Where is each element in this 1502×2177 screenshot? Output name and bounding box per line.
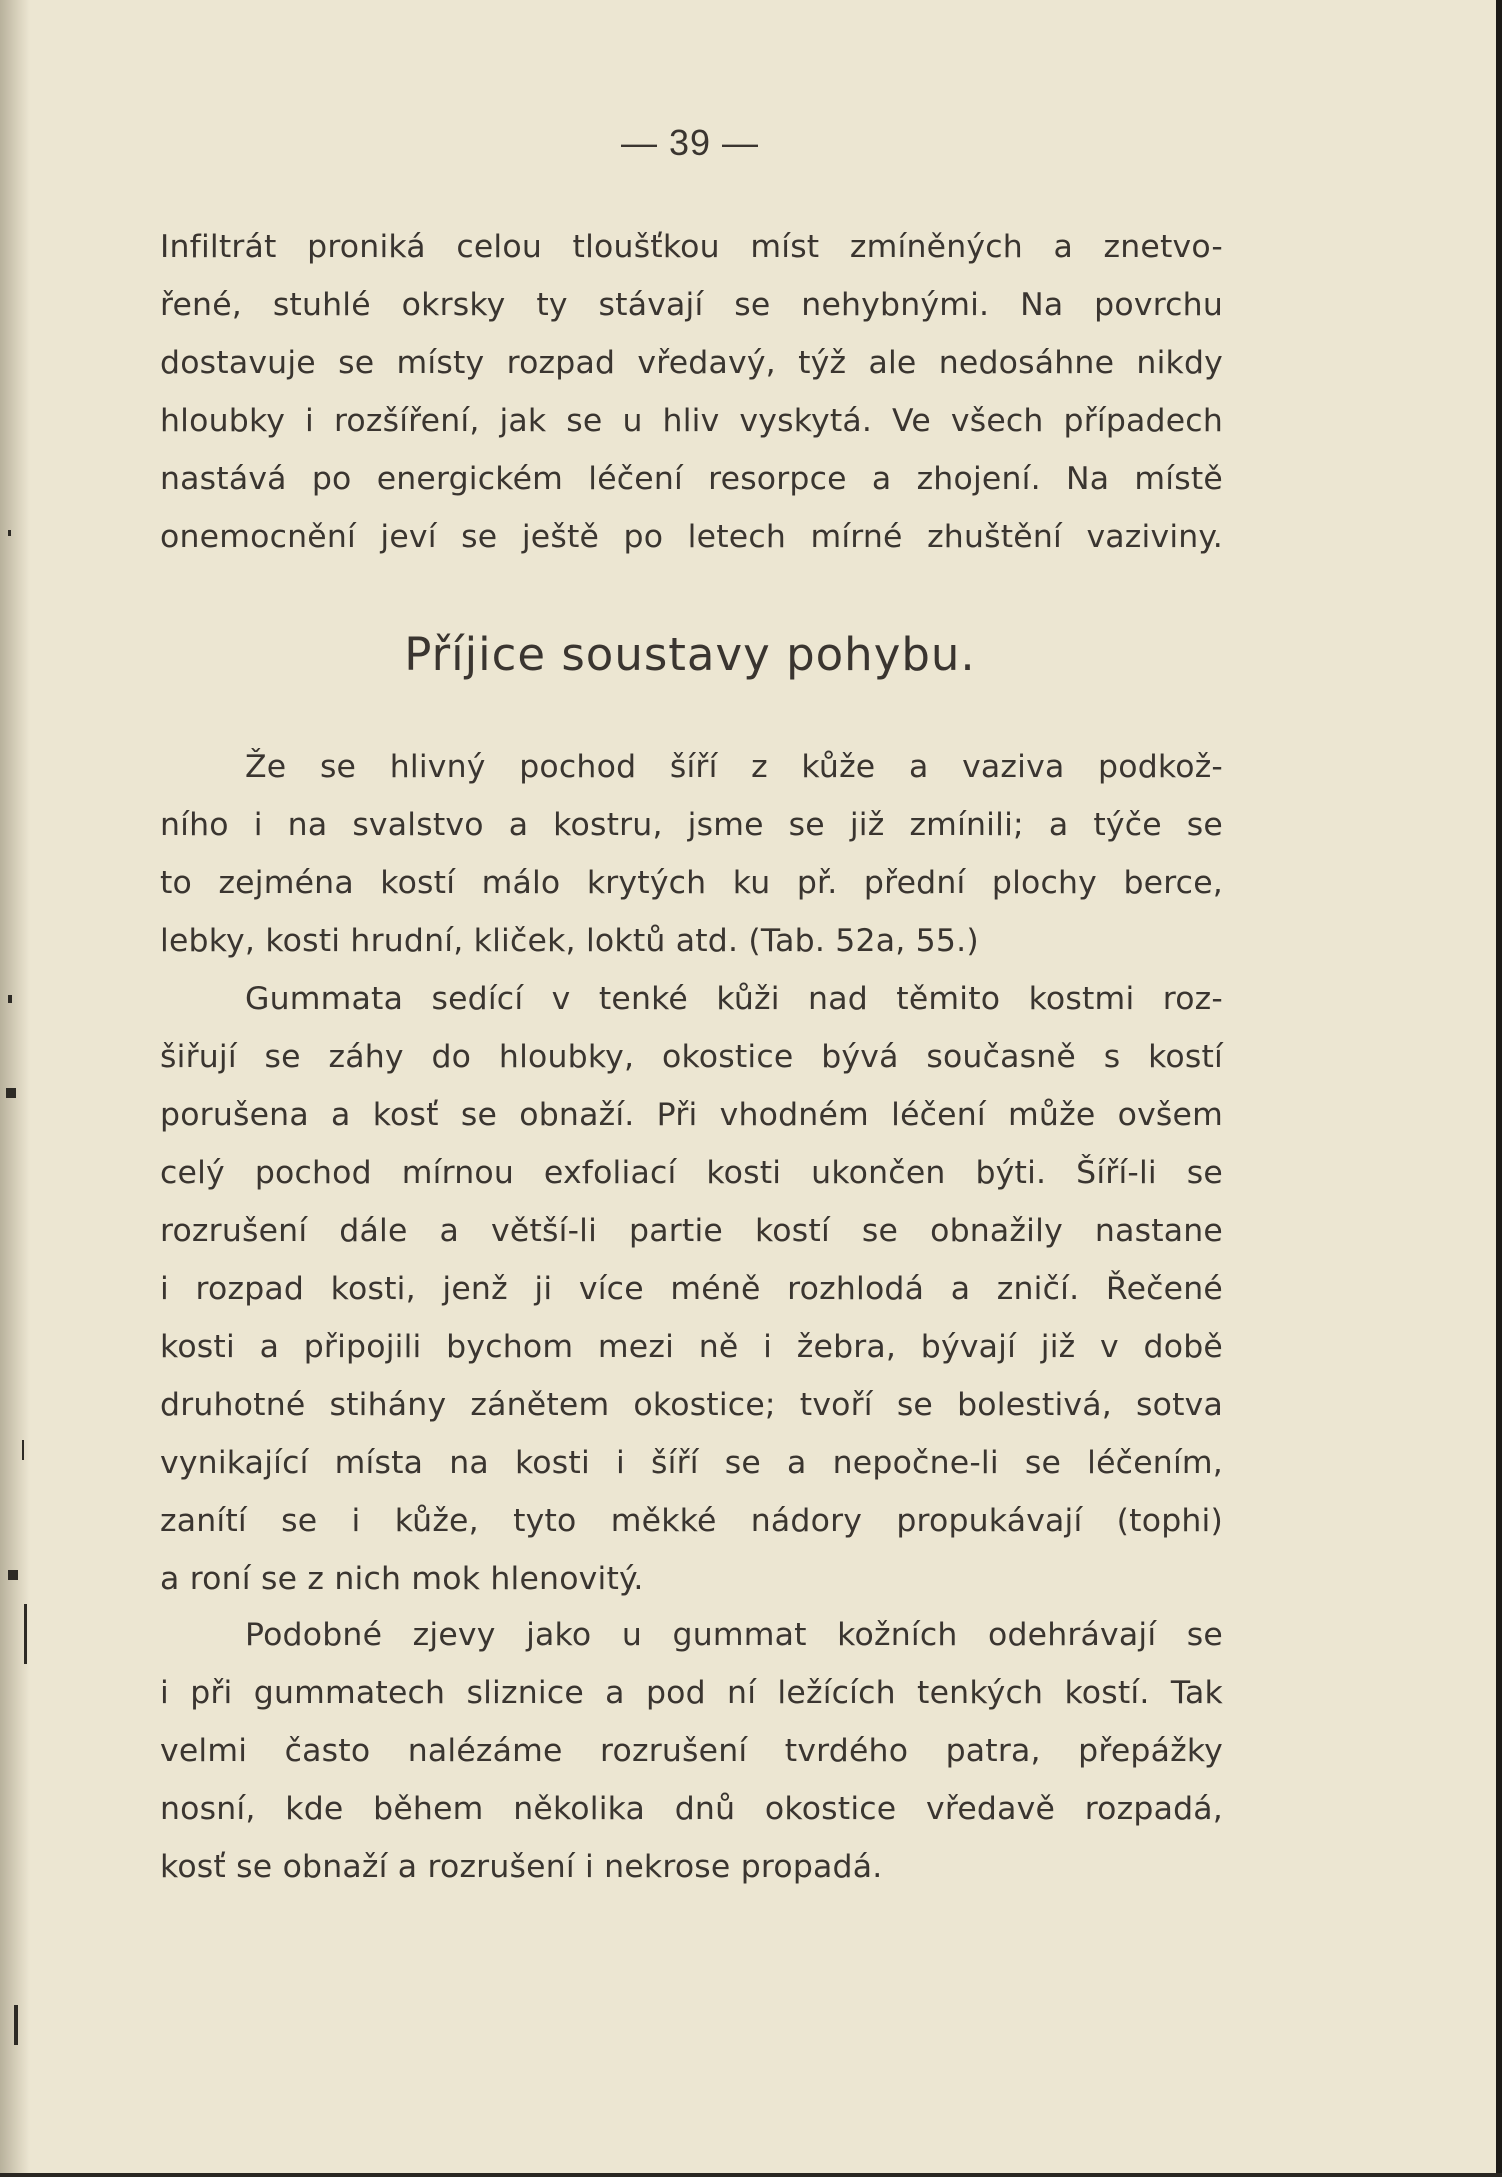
scan-border-bottom [0, 2173, 1502, 2177]
text-line: a roní se z nich mok hlenovitý. [160, 1561, 644, 1597]
text-line: kosť se obnaží a rozrušení i nekrose propadá. [160, 1849, 883, 1885]
scan-border-right [1496, 0, 1502, 2177]
paragraph-1 [160, 218, 1223, 566]
text-line: i při gummatech sliznice a pod ní ležících tenkých kostí. Tak [160, 1675, 1223, 1711]
gutter-mark [8, 995, 12, 1003]
text-line: nastává po energickém léčení resorpce a zhojení. Na místě [160, 461, 1223, 497]
gutter-mark [8, 530, 11, 536]
paragraph-2 [160, 738, 1223, 970]
paragraph-3 [160, 970, 1223, 1608]
text-line: dostavuje se místy rozpad vředavý, týž ale nedosáhne nikdy [160, 345, 1223, 381]
text-line: porušena a kosť se obnaží. Při vhodném léčení může ovšem [160, 1097, 1223, 1133]
text-line: Infiltrát proniká celou tloušťkou míst zmíněných a znetvo- [160, 229, 1223, 265]
text-line: šiřují se záhy do hloubky, okostice bývá současně s kostí [160, 1039, 1223, 1075]
text-line: druhotné stihány zánětem okostice; tvoří se bolestivá, sotva [160, 1387, 1223, 1423]
text-line: kosti a připojili bychom mezi ně i žebra, bývají již v době [160, 1329, 1223, 1365]
section-heading: Příjice soustavy pohybu. [404, 628, 976, 681]
text-line: řené, stuhlé okrsky ty stávají se nehybnými. Na povrchu [160, 287, 1223, 323]
text-line: Že se hlivný pochod šíří z kůže a vaziva podkož- [245, 749, 1223, 785]
text-line: lebky, kosti hrudní, kliček, loktů atd. (Tab. 52a, 55.) [160, 923, 979, 959]
text-line: rozrušení dále a větší-li partie kostí se obnažily nastane [160, 1213, 1223, 1249]
text-line: Gummata sedící v tenké kůži nad těmito kostmi roz- [245, 981, 1223, 1017]
text-line: Podobné zjevy jako u gummat kožních odehrávají se [245, 1617, 1223, 1653]
text-line: velmi často nalézáme rozrušení tvrdého patra, přepážky [160, 1733, 1223, 1769]
paragraph-4 [160, 1606, 1223, 1896]
gutter-mark [24, 1604, 27, 1664]
text-line: onemocnění jeví se ještě po letech mírné zhuštění vaziviny. [160, 519, 1223, 555]
text-line: to zejména kostí málo krytých ku př. přední plochy berce, [160, 865, 1223, 901]
gutter-mark [6, 1088, 16, 1098]
gutter-mark [8, 1570, 18, 1580]
text-line: celý pochod mírnou exfoliací kosti ukončen býti. Šíří-li se [160, 1155, 1223, 1191]
gutter-mark [14, 2005, 18, 2045]
text-line: ního i na svalstvo a kostru, jsme se již zmínili; a týče se [160, 807, 1223, 843]
text-line: i rozpad kosti, jenž ji více méně rozhlodá a zničí. Řečené [160, 1271, 1223, 1307]
text-line: zanítí se i kůže, tyto měkké nádory propukávají (tophi) [160, 1503, 1223, 1539]
text-line: vynikající místa na kosti i šíří se a nepočne-li se léčením, [160, 1445, 1223, 1481]
page-number: — 39 — [620, 122, 760, 163]
text-line: hloubky i rozšíření, jak se u hliv vyskytá. Ve všech případech [160, 403, 1223, 439]
text-line: nosní, kde během několika dnů okostice vředavě rozpadá, [160, 1791, 1223, 1827]
gutter-mark [22, 1440, 24, 1460]
